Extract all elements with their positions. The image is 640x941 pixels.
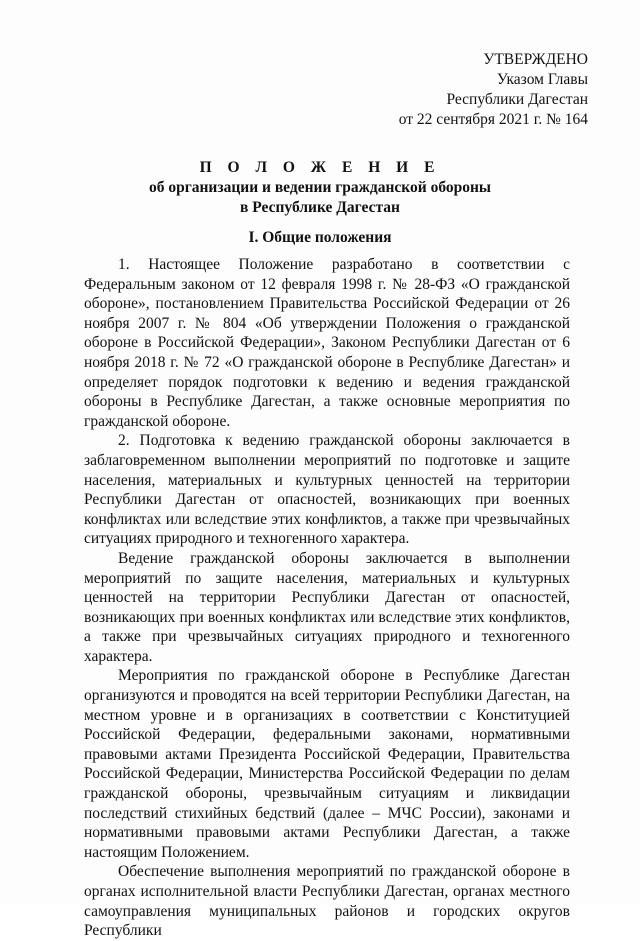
approval-line-approved: УТВЕРЖДЕНО [483,51,588,68]
paragraph-5: Обеспечение выполнения мероприятий по гражданской обороне в органах исполнительной власти Республики Дагестан, органах местного самоуправления муниципальных районов и городских округов Республики [84,863,570,940]
paragraph-4: Мероприятия по гражданской обороне в Республике Дагестан организуются и проводятся на всей территории Республики Дагестан, на местном уровне и в организациях в соответствии с Конституцией Российской Федерации, федеральными законами, нормативными правовыми актами Президента Российской Федерации, Правительства Российской Федерации, Министерства Российской Федерации по делам гражданской обороны, чрезвычайным ситуациям и ликвидации последствий стихийных бедствий (далее – МЧС России), законами и нормативными правовыми актами Республики Дагестан, а также настоящим Положением. [84,667,570,861]
paragraph-3: Ведение гражданской обороны заключается в выполнении мероприятий по защите населения, материальных и культурных ценностей на территории Республики Дагестан от опасностей, возникающих при военных конфликтах или вследствие этих конфликтов, а также при чрезвычайных ситуациях природного и техногенного характера. [84,549,570,665]
section-heading: I. Общие положения [248,229,392,246]
document-subtitle-line1: об организации и ведении гражданской обороны [148,179,492,196]
document-title-block [0,158,640,218]
approval-stamp [368,50,588,130]
approval-line-date: от 22 сентября 2021 г. № 164 [398,111,588,128]
approval-line-decree: Указом Главы [496,71,588,88]
document-subtitle-line2: в Республике Дагестан [240,199,400,216]
approval-line-republic: Республики Дагестан [446,91,588,108]
document-title: П О Л О Ж Е Н И Е [199,159,441,176]
document-body [84,255,570,941]
paragraph-2: 2. Подготовка к ведению гражданской обороны заключается в заблаговременном выполнении мероприятий по подготовке и защите населения, материальных и культурных ценностей на территории Республики Дагестан от опасностей, возникающих при военных конфликтах или вследствие этих конфликтов, а также при чрезвычайных ситуациях природного и техногенного характера. [84,432,570,548]
paragraph-1: 1. Настоящее Положение разработано в соответствии с Федеральным законом от 12 февраля 1998 г. № 28-ФЗ «О гражданской обороне», постановлением Правительства Российской Федерации от 26 ноября 2007 г. № 804 «Об утверждении Положения о гражданской обороне в Российской Федерации», Законом Республики Дагестан от 6 ноября 2018 г. № 72 «О гражданской обороне в Республике Дагестан» и определяет порядок подготовки к ведению и ведения гражданской обороны в Республике Дагестан, а также основные мероприятия по гражданской обороне. [84,256,570,430]
